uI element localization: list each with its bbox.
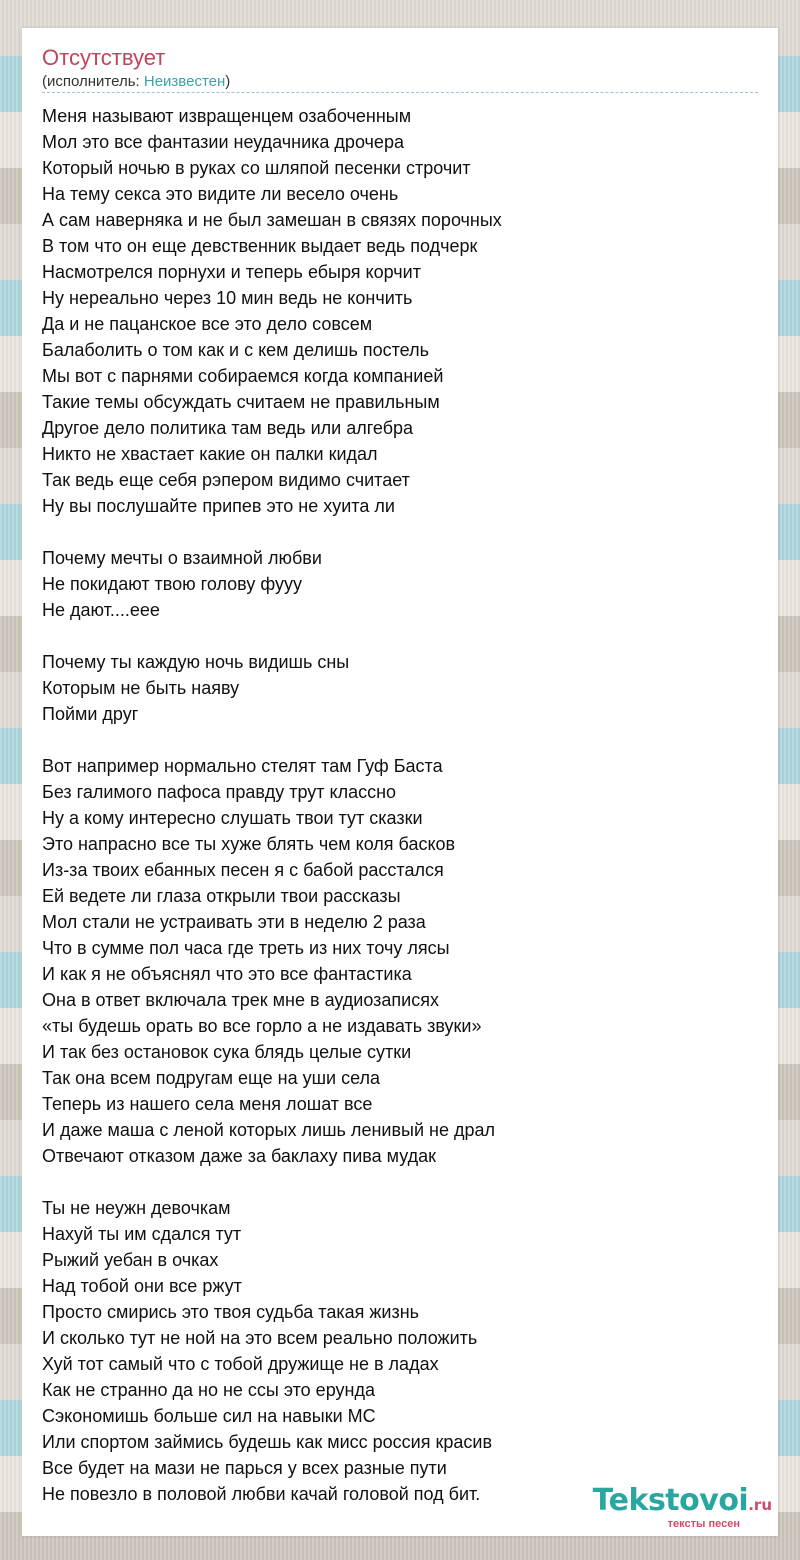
lyric-line: Как не странно да но не ссы это ерунда (42, 1380, 375, 1400)
lyric-line: И даже маша с леной которых лишь ленивый не драл (42, 1120, 495, 1140)
artist-prefix: (исполнитель: (42, 73, 144, 90)
lyric-line: Над тобой они все ржут (42, 1276, 242, 1296)
lyric-line: Нахуй ты им сдался тут (42, 1224, 242, 1244)
artist-line (42, 73, 230, 91)
lyric-line: Мол это все фантазии неудачника дрочера (42, 132, 404, 152)
lyric-line (42, 1169, 758, 1195)
lyric-line: Пойми друг (42, 704, 139, 724)
lyric-line: Хуй тот самый что с тобой дружище не в ладах (42, 1354, 439, 1374)
lyric-line: Меня называют извращенцем озабоченным (42, 106, 412, 126)
artist-suffix: ) (225, 73, 231, 90)
lyric-line: И как я не объяснял что это все фантастика (42, 964, 412, 984)
song-title: Отсутствует (42, 45, 166, 70)
lyric-line: Который ночью в руках со шляпой песенки строчит (42, 158, 471, 178)
lyric-line: Теперь из нашего села меня лошат все (42, 1094, 373, 1114)
lyric-line: Мол стали не устраивать эти в неделю 2 раза (42, 912, 426, 932)
lyric-line: Которым не быть наяву (42, 678, 240, 698)
lyric-line: Сэкономишь больше сил на навыки МС (42, 1406, 376, 1426)
lyric-line (42, 623, 758, 649)
lyric-line: В том что он еще девственник выдает ведь подчерк (42, 236, 478, 256)
lyric-line: Не повезло в половой любви качай головой под бит. (42, 1484, 481, 1504)
logo-tagline: тексты песен (667, 1518, 740, 1530)
lyric-line: Из-за твоих ебанных песен я с бабой расстался (42, 860, 444, 880)
lyric-line: Ей ведете ли глаза открыли твои рассказы (42, 886, 401, 906)
lyric-line: Почему мечты о взаимной любви (42, 548, 322, 568)
lyrics-text (42, 103, 758, 1507)
lyric-line: Так она всем подругам еще на уши села (42, 1068, 381, 1088)
lyric-line: И сколько тут не ной на это всем реально положить (42, 1328, 478, 1348)
lyric-line: Она в ответ включала трек мне в аудиозаписях (42, 990, 439, 1010)
lyric-line: «ты будешь орать во все горло а не издавать звуки» (42, 1016, 482, 1036)
lyric-line: Отвечают отказом даже за баклаху пива мудак (42, 1146, 437, 1166)
lyric-line: Не дают....еее (42, 600, 160, 620)
logo-tld: .ru (748, 1496, 772, 1514)
lyric-line: Что в сумме пол часа где треть из них точу лясы (42, 938, 450, 958)
lyric-line: Рыжий уебан в очках (42, 1250, 219, 1270)
lyric-line: Без галимого пафоса правду трут классно (42, 782, 397, 802)
lyric-line (42, 727, 758, 753)
lyric-line: На тему секса это видите ли весело очень (42, 184, 399, 204)
lyric-line: Ну нереально через 10 мин ведь не кончить (42, 288, 413, 308)
lyric-line: Балаболить о том как и с кем делишь постель (42, 340, 429, 360)
lyric-line: Это напрасно все ты хуже блять чем коля басков (42, 834, 456, 854)
lyric-line: Почему ты каждую ночь видишь сны (42, 652, 350, 672)
lyric-line: Ты не неужн девочкам (42, 1198, 231, 1218)
lyric-line: Другое дело политика там ведь или алгебра (42, 418, 414, 438)
lyric-line: Не покидают твою голову фууу (42, 574, 302, 594)
lyric-line (42, 519, 758, 545)
lyric-line: Насмотрелся порнухи и теперь ебыря корчит (42, 262, 421, 282)
lyric-line: Просто смирись это твоя судьба такая жизнь (42, 1302, 420, 1322)
logo-brand: Tekstovoi (592, 1483, 749, 1518)
lyric-line: Мы вот с парнями собираемся когда компанией (42, 366, 444, 386)
lyric-line: Так ведь еще себя рэпером видимо считает (42, 470, 410, 490)
lyric-line: Или спортом займись будешь как мисс россия красив (42, 1432, 492, 1452)
lyrics-card (22, 28, 778, 1536)
lyric-line: Вот например нормально стелят там Гуф Баста (42, 756, 443, 776)
artist-link[interactable]: Неизвестен (143, 73, 226, 90)
site-logo[interactable] (562, 1484, 772, 1534)
lyric-line: Никто не хвастает какие он палки кидал (42, 444, 378, 464)
lyric-line: Такие темы обсуждать считаем не правильным (42, 392, 440, 412)
title-divider (42, 92, 758, 93)
lyric-line: Ну а кому интересно слушать твои тут сказки (42, 808, 423, 828)
lyric-line: А сам наверняка и не был замешан в связях порочных (42, 210, 502, 230)
lyric-line: Ну вы послушайте припев это не хуита ли (42, 496, 395, 516)
lyric-line: И так без остановок сука блядь целые сутки (42, 1042, 412, 1062)
lyric-line: Все будет на мази не парься у всех разные пути (42, 1458, 447, 1478)
lyric-line: Да и не пацанское все это дело совсем (42, 314, 373, 334)
